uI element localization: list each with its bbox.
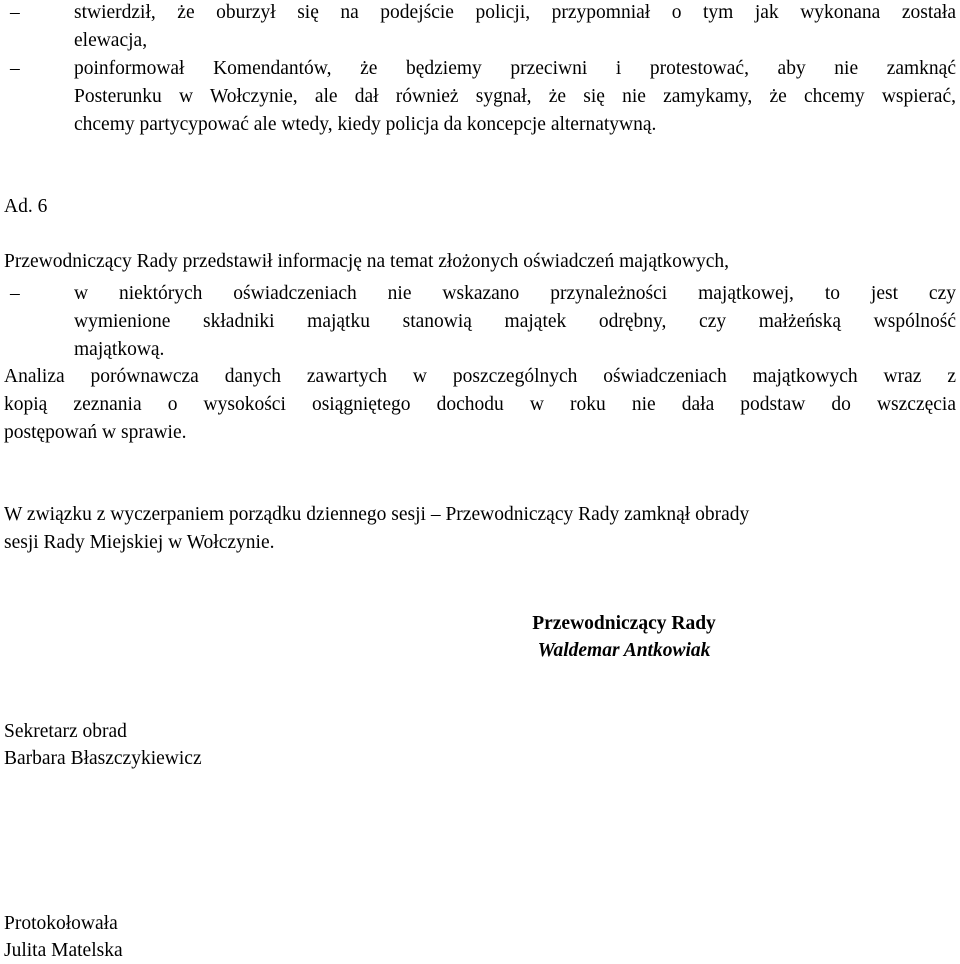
paragraph-line: kopią zeznania o wysokości osiągniętego dochodu w roku nie dała podstaw do wszczęcia <box>4 394 956 415</box>
paragraph-line: W związku z wyczerpaniem porządku dziennego sesji – Przewodniczący Rady zamknął obrady <box>4 504 750 525</box>
paragraph-line: stwierdził, że oburzył się na podejście policji, przypomniał o tym jak wykonana została <box>74 2 956 23</box>
chair-title: Przewodniczący Rady <box>532 613 716 634</box>
paragraph-line: postępowań w sprawie. <box>4 422 187 443</box>
secretary-name: Barbara Błaszczykiewicz <box>4 748 202 769</box>
list-dash: – <box>10 283 20 304</box>
paragraph-line: majątkową. <box>74 339 165 360</box>
paragraph-line: Przewodniczący Rady przedstawił informację na temat złożonych oświadczeń majątkowych, <box>4 251 730 272</box>
paragraph-line: elewacja, <box>74 30 148 51</box>
list-dash: – <box>10 2 20 23</box>
secretary-title: Sekretarz obrad <box>4 721 127 742</box>
chair-name: Waldemar Antkowiak <box>537 640 711 661</box>
paragraph-line: Posterunku w Wołczynie, ale dał również sygnał, że się nie zamykamy, że chcemy wspierać, <box>74 86 956 107</box>
paragraph-line: sesji Rady Miejskiej w Wołczynie. <box>4 532 275 553</box>
recorder-title: Protokołowała <box>4 913 118 934</box>
recorder-name: Julita Matelska <box>4 940 123 961</box>
paragraph-line: w niektórych oświadczeniach nie wskazano przynależności majątkowej, to jest czy <box>74 283 956 304</box>
paragraph-line: wymienione składniki majątku stanowią majątek odrębny, czy małżeńską wspólność <box>74 311 956 332</box>
list-dash: – <box>10 58 20 79</box>
paragraph-line: poinformował Komendantów, że będziemy przeciwni i protestować, aby nie zamknąć <box>74 58 956 79</box>
paragraph-line: Analiza porównawcza danych zawartych w poszczególnych oświadczeniach majątkowych wraz z <box>4 366 956 387</box>
paragraph-line: chcemy partycypować ale wtedy, kiedy policja da koncepcje alternatywną. <box>74 114 657 135</box>
section-heading: Ad. 6 <box>4 196 48 217</box>
